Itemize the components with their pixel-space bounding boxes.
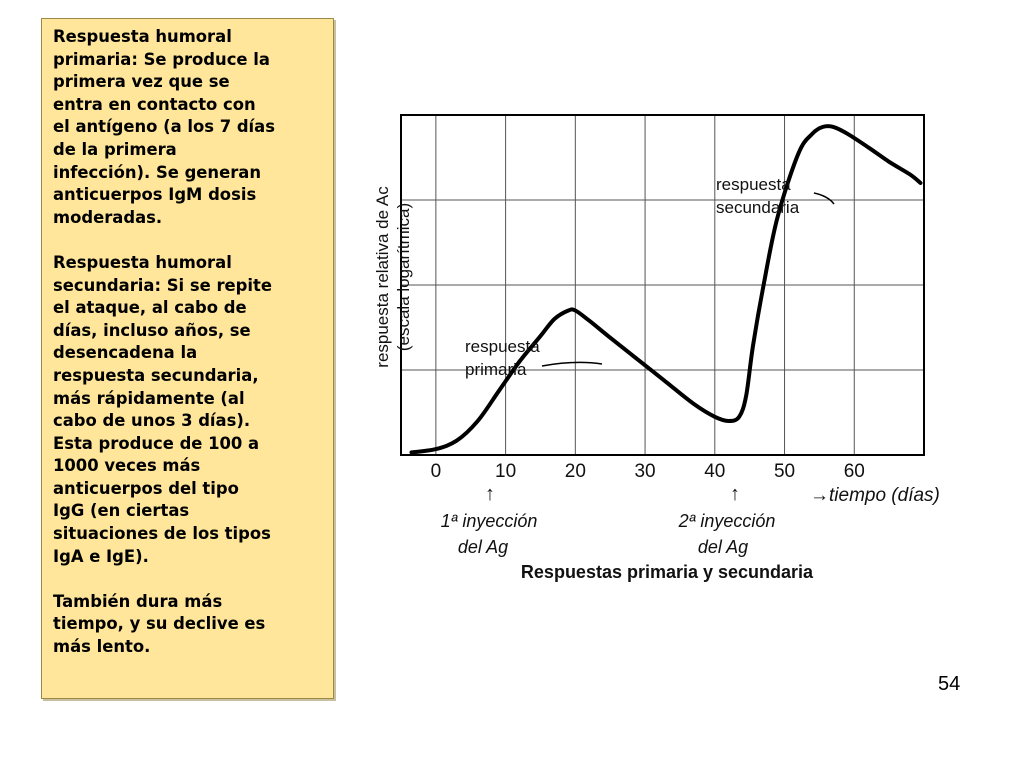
chart-title: Respuestas primaria y secundaria — [520, 562, 814, 582]
y-axis-label: respuesta relativa de Ac — [373, 186, 392, 368]
primary-response-annotation — [465, 337, 602, 379]
primary-annotation-line2: primaria — [465, 360, 527, 379]
x-tick-label: 60 — [843, 461, 865, 482]
first-injection-marker — [441, 483, 538, 557]
x-tick-label: 10 — [495, 461, 517, 482]
first-injection-label-line1: 1ª inyección — [440, 511, 538, 531]
x-tick-label: 0 — [430, 461, 442, 482]
primary-annotation-line1: respuesta — [465, 337, 540, 356]
secondary-annotation-leader — [814, 193, 834, 204]
first-injection-arrow: ↑ — [485, 483, 495, 505]
antibody-response-curve — [412, 126, 921, 452]
x-axis-label: →tiempo (días) — [810, 485, 940, 506]
x-tick-label: 40 — [704, 461, 726, 482]
primary-annotation-leader — [542, 362, 602, 366]
second-injection-label-line1: 2ª inyección — [678, 511, 776, 531]
x-tick-label: 30 — [634, 461, 656, 482]
second-injection-label-line2: del Ag — [697, 537, 749, 557]
x-tick-labels — [431, 461, 865, 482]
x-tick-label: 50 — [773, 461, 796, 482]
chart-grid — [401, 115, 924, 455]
duration-paragraph: También dura más tiempo, y su declive es más lento. — [53, 591, 266, 657]
x-tick-label: 20 — [564, 461, 586, 482]
first-injection-label-line2: del Ag — [457, 537, 509, 557]
secondary-response-paragraph: Respuesta humoral secundaria: Si se repite el ataque, al cabo de días, incluso años, se desencadena la respuesta secundaria, más rápidamente (al cabo de unos 3 días). Esta produce de 100 a 1000 veces más anticuerpos del tipo IgG (en ciertas situaciones de los tipos IgA e IgE). — [53, 252, 272, 566]
secondary-annotation-line1: respuesta — [716, 175, 791, 194]
secondary-response-annotation — [716, 175, 834, 217]
y-axis-sublabel: (escala logarítmica) — [394, 202, 413, 352]
second-injection-arrow: ↑ — [730, 483, 740, 505]
second-injection-marker — [678, 483, 776, 557]
secondary-annotation-line2: secundaria — [716, 198, 800, 217]
slide-number: 54 — [938, 673, 961, 695]
primary-response-paragraph: Respuesta humoral primaria: Se produce la primera vez que se entra en contacto con el antígeno (a los 7 días de la primera infección). Se generan anticuerpos IgM dosis moderadas. — [53, 27, 275, 227]
